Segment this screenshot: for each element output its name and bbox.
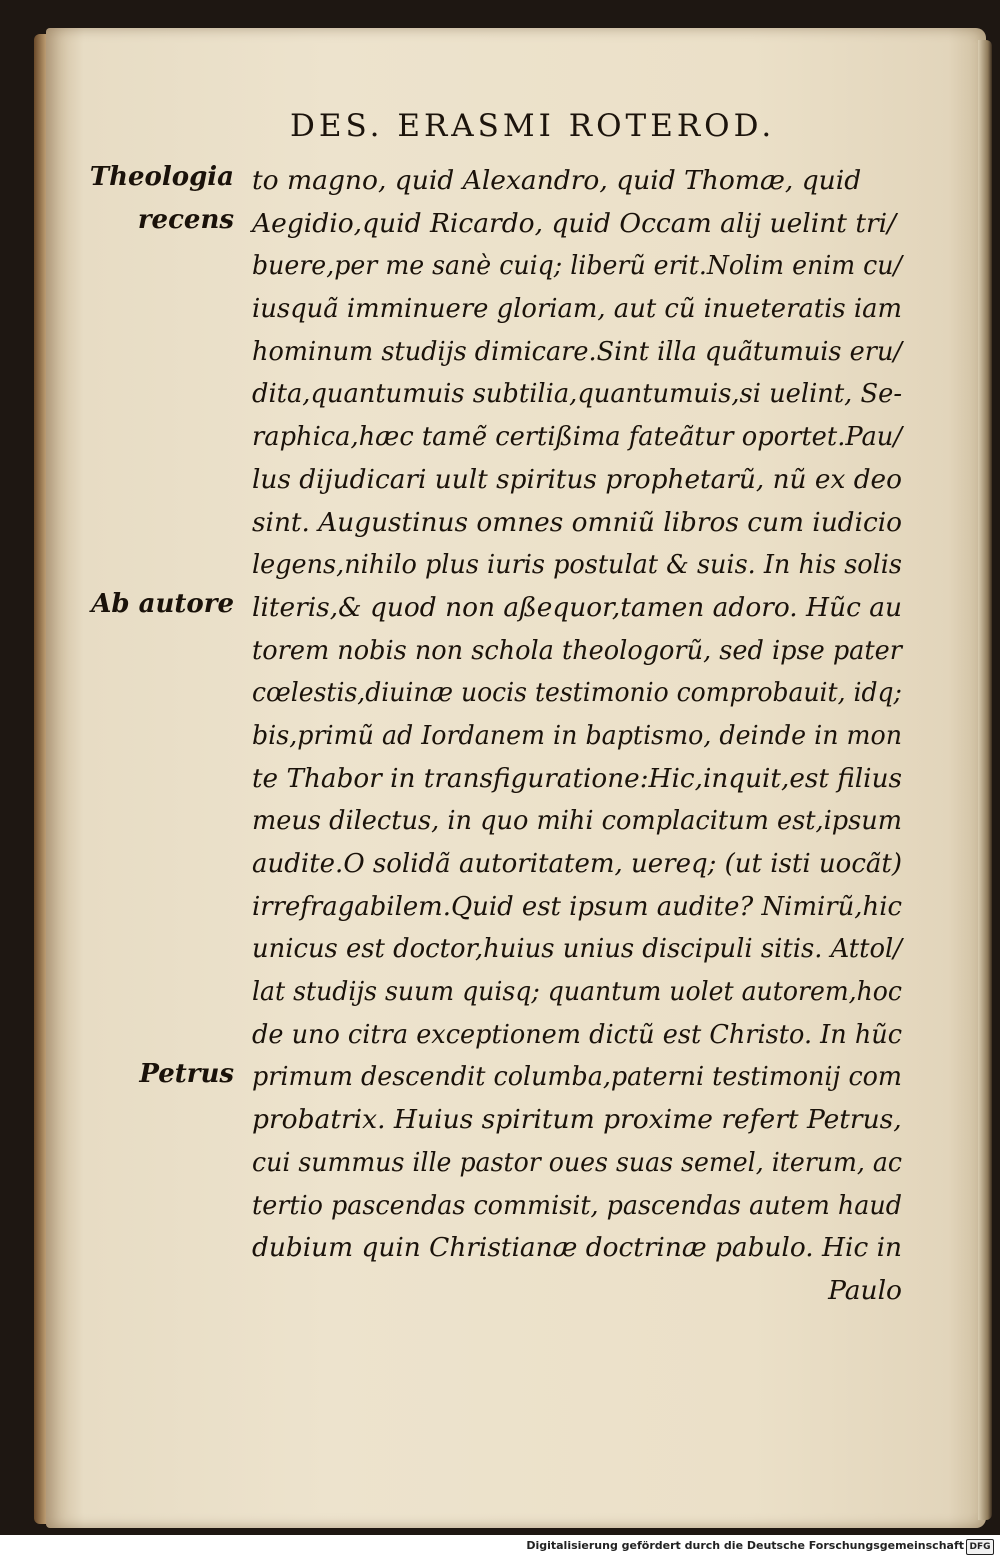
- marginal-note-petrus: Petrus: [139, 1059, 234, 1089]
- text-line: to magno, quid Alexandro, quid Thomæ, quid: [252, 165, 862, 196]
- dfg-logo-icon: DFG: [966, 1539, 994, 1555]
- text-line: iusquã imminuere gloriam, aut cũ inueteratis iam: [252, 293, 902, 325]
- text-line: lus dijudicari uult spiritus prophetarũ, nũ ex deo: [252, 463, 902, 495]
- body-text: [252, 160, 902, 1313]
- text-line: legens,nihilo plus iuris postulat & suis. In his solis: [252, 549, 902, 581]
- footer-bar: [0, 1535, 1000, 1559]
- text-line: lat studijs suum quisq; quantum uolet autorem,hoc: [252, 976, 902, 1008]
- text-line: unicus est doctor,huius unius discipuli sitis. Attol/: [252, 933, 902, 965]
- text-line: raphica,hæc tamẽ certißima fateãtur oportet.Pau/: [252, 421, 902, 453]
- text-line: audite.O solidã autoritatem, uereq; (ut isti uocãt): [252, 848, 902, 879]
- text-line: torem nobis non schola theologorũ, sed ipse pater: [252, 634, 902, 666]
- text-line: hominum studijs dimicare.Sint illa quãtumuis eru/: [252, 335, 902, 367]
- marginal-note-ab-autore: Ab autore: [91, 589, 234, 619]
- running-header: DES. ERASMI ROTEROD.: [290, 108, 776, 144]
- text-line: meus dilectus, in quo mihi complacitum est,ipsum: [252, 805, 902, 837]
- text-line: te Thabor in transfiguratione:Hic,inquit,est filius: [252, 762, 902, 794]
- text-line: literis,& quod non aßequor,tamen adoro. Hũc au: [252, 591, 902, 623]
- marginal-note-recens: recens: [137, 205, 234, 235]
- catchword: Paulo: [828, 1274, 902, 1306]
- text-line: de uno citra exceptionem dictũ est Christo. In hũc: [252, 1018, 902, 1050]
- text-line: cœlestis,diuinæ uocis testimonio comprobauit, idq;: [252, 677, 902, 709]
- text-line: dubium quin Christianæ doctrinæ pabulo. Hic in: [252, 1232, 902, 1264]
- text-line: primum descendit columba,paterni testimonij com: [252, 1061, 902, 1093]
- text-line: cui summus ille pastor oues suas semel, iterum, ac: [252, 1146, 902, 1178]
- page-fore-edge: [978, 40, 992, 1520]
- text-line: probatrix. Huius spiritum proxime refert Petrus,: [252, 1104, 902, 1136]
- text-line: bis,primũ ad Iordanem in baptismo, deinde in mon: [252, 719, 902, 751]
- text-line: buere,per me sanè cuiq; liberũ erit.Nolim enim cu/: [252, 250, 902, 282]
- marginal-note-theologia: Theologia: [89, 162, 234, 192]
- text-line: sint. Augustinus omnes omniũ libros cum iudicio: [252, 506, 902, 538]
- text-line: irrefragabilem.Quid est ipsum audite? Nimirũ,hic: [252, 890, 902, 922]
- funding-notice: Digitalisierung gefördert durch die Deutsche Forschungsgemeinschaft: [526, 1539, 964, 1552]
- text-line: Aegidio,quid Ricardo, quid Occam alij uelint tri/: [252, 207, 897, 239]
- text-line: dita,quantumuis subtilia,quantumuis,si uelint, Se-: [252, 378, 902, 410]
- text-line: tertio pascendas commisit, pascendas autem haud: [252, 1189, 902, 1221]
